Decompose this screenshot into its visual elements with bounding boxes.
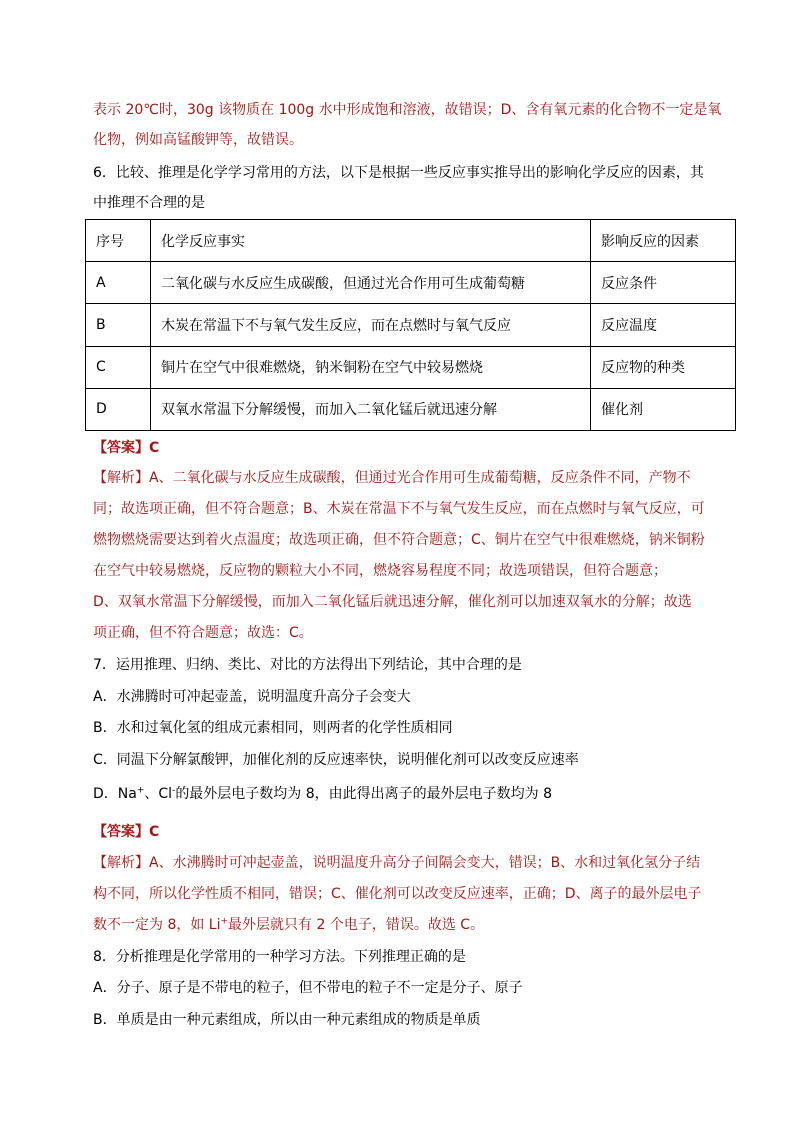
q7-answer: 【答案】C — [93, 824, 160, 840]
q7-option-d — [93, 784, 552, 804]
table-row — [86, 388, 736, 430]
q6-analysis-line: 在空气中较易燃烧，反应物的颗粒大小不同，燃烧容易程度不同；故选项错误，但符合题意； — [93, 563, 667, 579]
table-cell: 反应条件 — [591, 262, 736, 304]
q7-stem: 7．运用推理、归纳、类比、对比的方法得出下列结论，其中合理的是 — [93, 657, 522, 673]
intro-line-2: 化物，例如高锰酸钾等，故错误。 — [93, 132, 303, 148]
table-header-cell: 化学反应事实 — [151, 220, 591, 262]
q6-analysis-line: D、双氧水常温下分解缓慢，而加入二氧化锰后就迅速分解，催化剂可以加速双氧水的分解；故选 — [93, 594, 692, 610]
table-header-cell: 序号 — [86, 220, 151, 262]
q7-analysis-text: 数不一定为 8，如 Li — [93, 917, 221, 933]
table-header-cell: 影响反应的因素 — [591, 220, 736, 262]
charge-sup: - — [172, 785, 176, 796]
table-cell: 催化剂 — [591, 388, 736, 430]
q6-table — [85, 219, 736, 431]
table-header-row — [86, 220, 736, 262]
table-cell: 反应物的种类 — [591, 346, 736, 388]
q7-option-a: A．水沸腾时可冲起壶盖，说明温度升高分子会变大 — [93, 689, 411, 705]
q6-analysis-line: 【解析】A、二氧化碳与水反应生成碳酸，但通过光合作用可生成葡萄糖，反应条件不同，产物不 — [93, 470, 691, 486]
table-cell: 二氧化碳与水反应生成碳酸，但通过光合作用可生成葡萄糖 — [151, 262, 591, 304]
table-cell: 反应温度 — [591, 304, 736, 346]
q8-stem: 8．分析推理是化学常用的一种学习方法。下列推理正确的是 — [93, 949, 466, 965]
table-cell: D — [86, 388, 151, 430]
table-cell: C — [86, 346, 151, 388]
q7-analysis-line — [93, 915, 484, 935]
table-cell: 铜片在空气中很难燃烧，钠米铜粉在空气中较易燃烧 — [151, 346, 591, 388]
q6-analysis-line: 燃物燃烧需要达到着火点温度；故选项正确，但不符合题意；C、铜片在空气中很难燃烧，钠米铜粉 — [93, 532, 705, 548]
table-cell: A — [86, 262, 151, 304]
table-row — [86, 262, 736, 304]
q6-analysis-line: 项正确，但不符合题意；故选：C。 — [93, 625, 313, 641]
q6-answer: 【答案】C — [93, 440, 160, 456]
q7-option-d-text: 、Cl — [144, 786, 173, 802]
q7-option-d-text: D．Na — [93, 786, 137, 802]
q7-analysis-text: 最外层就只有 2 个电子，错误。故选 C。 — [228, 917, 485, 933]
q7-analysis-line: 【解析】A、水沸腾时可冲起壶盖，说明温度升高分子间隔会变大，错误；B、水和过氧化氢分子结 — [93, 855, 701, 871]
table-row — [86, 346, 736, 388]
charge-sup: + — [136, 785, 145, 796]
q7-analysis-line: 构不同，所以化学性质不相同，错误；C、催化剂可以改变反应速率，正确；D、离子的最外层电子 — [93, 886, 702, 902]
charge-sup: + — [220, 916, 229, 927]
q8-option-a: A．分子、原子是不带电的粒子，但不带电的粒子不一定是分子、原子 — [93, 980, 523, 996]
table-cell: 木炭在常温下不与氧气发生反应，而在点燃时与氧气反应 — [151, 304, 591, 346]
q6-stem-line-1: 6．比较、推理是化学学习常用的方法，以下是根据一些反应事实推导出的影响化学反应的因素，其 — [93, 165, 704, 181]
q7-option-d-text: 的最外层电子数均为 8，由此得出离子的最外层电子数均为 8 — [175, 786, 553, 802]
q8-option-b: B．单质是由一种元素组成，所以由一种元素组成的物质是单质 — [93, 1012, 481, 1028]
table-cell: 双氧水常温下分解缓慢，而加入二氧化锰后就迅速分解 — [151, 388, 591, 430]
table-cell: B — [86, 304, 151, 346]
q6-stem-line-2: 中推理不合理的是 — [93, 195, 205, 211]
table-row — [86, 304, 736, 346]
intro-line-1: 表示 20℃时，30g 该物质在 100g 水中形成饱和溶液，故错误；D、含有氧元素的化合物不一定是氧 — [93, 102, 722, 118]
q6-analysis-line: 同；故选项正确，但不符合题意；B、木炭在常温下不与氧气发生反应，而在点燃时与氧气反应，可 — [93, 501, 705, 517]
q7-option-c: C．同温下分解氯酸钾，加催化剂的反应速率快，说明催化剂可以改变反应速率 — [93, 752, 579, 768]
q7-option-b: B．水和过氧化氢的组成元素相同，则两者的化学性质相同 — [93, 720, 453, 736]
